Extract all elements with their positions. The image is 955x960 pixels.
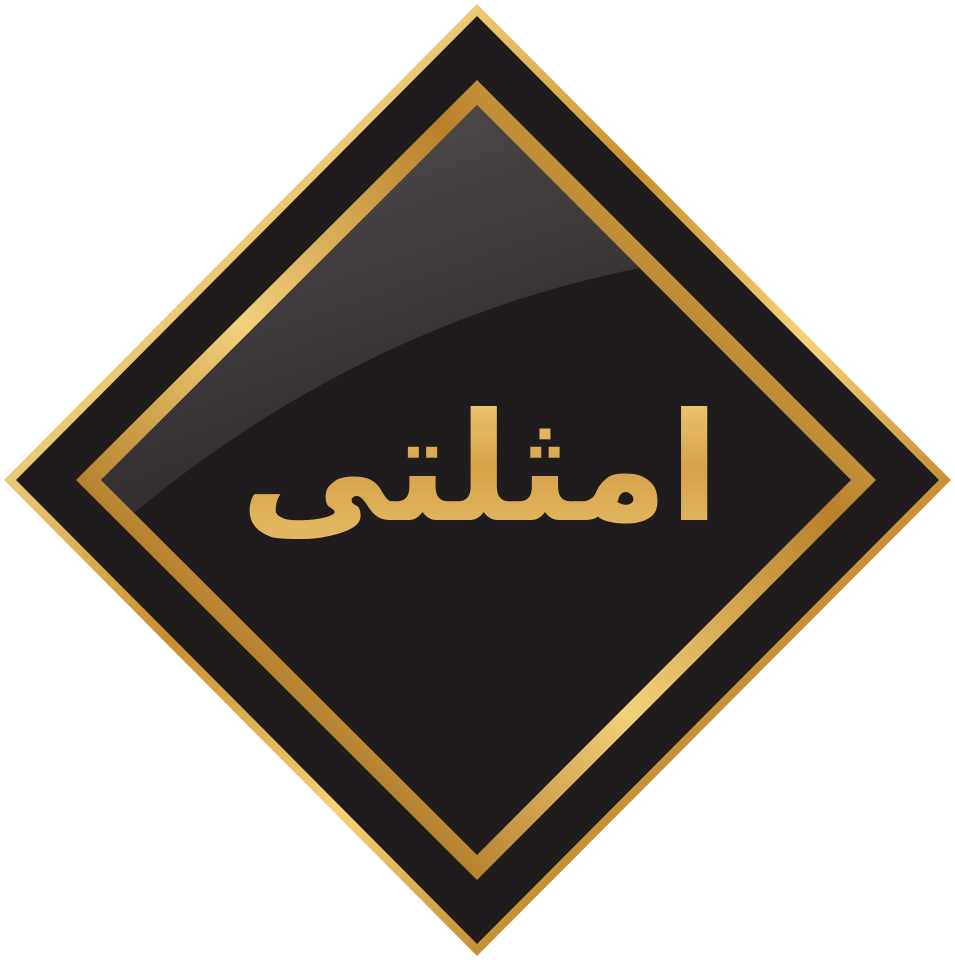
logo-wordmark: امثلتی [240,382,720,556]
